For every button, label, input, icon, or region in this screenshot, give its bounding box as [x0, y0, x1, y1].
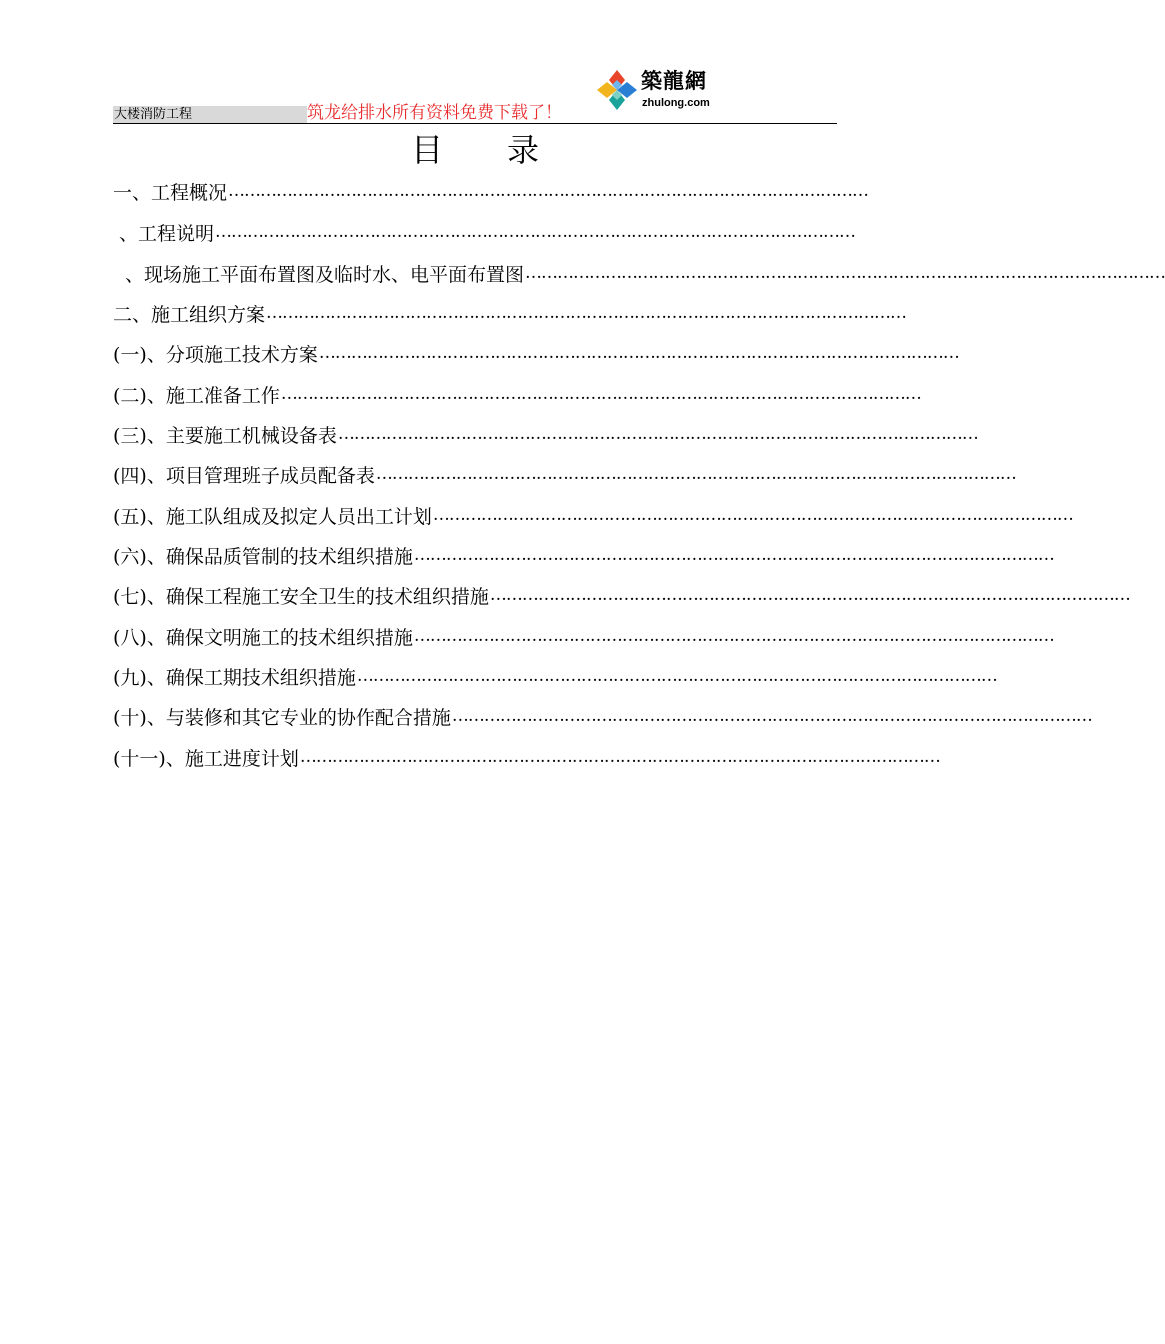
toc-item-label: (五)、施工队组成及拟定人员出工计划 [113, 505, 432, 528]
header-project-name: 大楼消防工程 [114, 107, 193, 122]
toc-leader-dots: ………………………………………………………………………………………………………… [266, 303, 907, 323]
toc-item[interactable] [113, 176, 869, 206]
toc-leader-dots: ………………………………………………………………………………………………………… [337, 424, 978, 444]
toc-item[interactable] [113, 742, 940, 772]
toc-item[interactable] [113, 338, 959, 368]
toc-item[interactable] [119, 217, 856, 247]
toc-leader-dots: ………………………………………………………………………………………………………… [280, 384, 921, 404]
toc-item[interactable] [113, 379, 921, 409]
toc-item[interactable] [113, 298, 907, 328]
toc-item[interactable] [113, 419, 978, 449]
title-char-1: 目 [410, 131, 443, 169]
toc-leader-dots: ………………………………………………………………………………………………………… [413, 626, 1054, 646]
toc-item-label: (三)、主要施工机械设备表 [113, 424, 337, 447]
toc-item-label: 一、工程概况 [113, 181, 228, 204]
toc-leader-dots: ………………………………………………………………………………………………………… [318, 343, 959, 363]
toc-item-label: (十一)、施工进度计划 [113, 747, 299, 770]
toc-leader-dots: ………………………………………………………………………………………………………… [525, 263, 1165, 283]
toc-item-label: 、现场施工平面布置图及临时水、电平面布置图 [125, 263, 525, 286]
toc-item[interactable] [113, 459, 1016, 489]
logo-domain: zhulong.com [642, 97, 710, 109]
toc-item[interactable] [125, 258, 1165, 288]
toc-item-label: 、工程说明 [119, 222, 215, 245]
header-promo-text: 筑龙给排水所有资料免费下载了！ [307, 103, 562, 123]
toc-leader-dots: ………………………………………………………………………………………………………… [432, 505, 1073, 525]
toc-item-label: (八)、确保文明施工的技术组织措施 [113, 626, 413, 649]
toc-item[interactable] [113, 661, 997, 691]
toc-leader-dots: ………………………………………………………………………………………………………… [451, 706, 1092, 726]
toc-item-label: 二、施工组织方案 [113, 303, 266, 326]
toc-item-label: (十)、与装修和其它专业的协作配合措施 [113, 706, 451, 729]
toc-leader-dots: ………………………………………………………………………………………………………… [215, 222, 856, 242]
logo-chinese-name: 築龍網 [641, 68, 707, 93]
toc-leader-dots: ………………………………………………………………………………………………………… [489, 585, 1130, 605]
toc-item[interactable] [113, 701, 1092, 731]
toc-item-label: (七)、确保工程施工安全卫生的技术组织措施 [113, 585, 489, 608]
toc-item[interactable] [113, 621, 1054, 651]
toc-item-label: (四)、项目管理班子成员配备表 [113, 464, 375, 487]
toc-item[interactable] [113, 540, 1054, 570]
toc-item-label: (二)、施工准备工作 [113, 384, 280, 407]
toc-item-label: (六)、确保品质管制的技术组织措施 [113, 545, 413, 568]
title-char-2: 录 [507, 131, 540, 169]
toc-leader-dots: ………………………………………………………………………………………………………… [299, 747, 940, 767]
toc-item-label: (一)、分项施工技术方案 [113, 343, 318, 366]
toc-item[interactable] [113, 580, 1130, 610]
toc-leader-dots: ………………………………………………………………………………………………………… [356, 666, 997, 686]
toc-leader-dots: ………………………………………………………………………………………………………… [413, 545, 1054, 565]
toc-leader-dots: ………………………………………………………………………………………………………… [228, 181, 869, 201]
toc-item-label: (九)、确保工期技术组织措施 [113, 666, 356, 689]
toc-item[interactable] [113, 500, 1073, 530]
toc-leader-dots: ………………………………………………………………………………………………………… [375, 464, 1016, 484]
